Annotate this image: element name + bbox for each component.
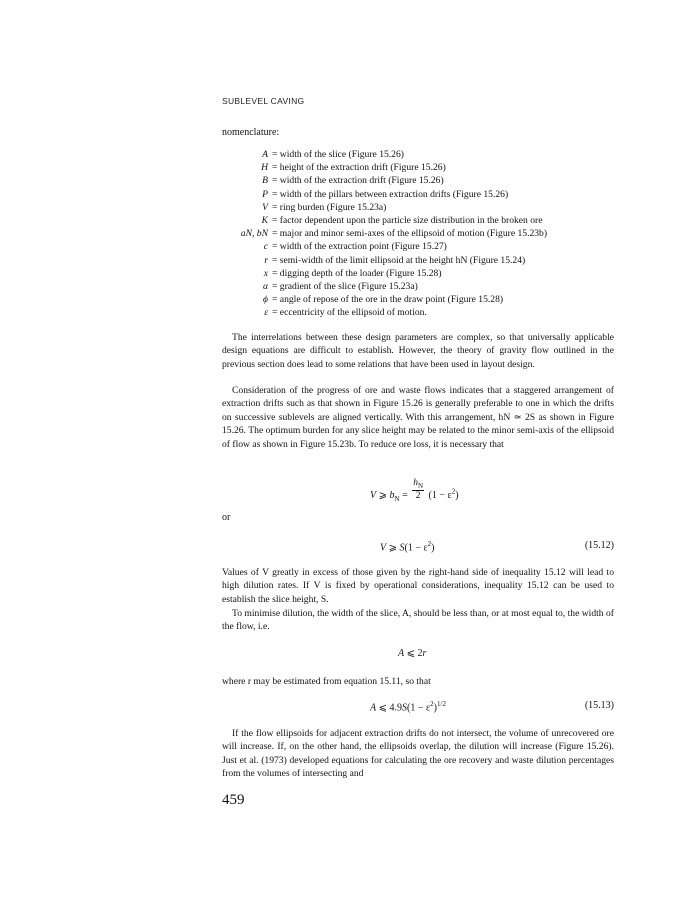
nomenclature-definition: = factor dependent upon the particle size distribution in the broken ore: [272, 214, 543, 226]
nomenclature-symbol: V: [262, 201, 268, 213]
nomenclature-definition: = eccentricity of the ellipsoid of motion.: [272, 307, 427, 319]
equation-15-13: A ⩽ $4.9S(1 - \varepsilon^2)^{1/2}$: [370, 700, 446, 714]
nomenclature-symbol: r: [264, 254, 268, 266]
nomenclature-definition: = width of the extraction point (Figure 15.27): [272, 241, 447, 253]
nomenclature-definition: = height of the extraction drift (Figure 15.26): [272, 162, 446, 174]
nomenclature-symbol: B: [262, 175, 268, 187]
nomenclature-row: [222, 174, 614, 187]
nomenclature-row: [222, 280, 614, 293]
nomenclature-symbol: c: [263, 241, 268, 253]
equation-burden: V ⩾ $b_N$ = $\frac{h_N}{2}$ $(1 - \varepsilon^2)$: [370, 478, 459, 503]
running-header: SUBLEVEL CAVING: [222, 96, 305, 106]
equation-number-15-13: (15.13): [584, 700, 614, 711]
paragraph-where-r: where r may be estimated from equation 15.11, so that: [222, 676, 431, 687]
nomenclature-row: [222, 240, 614, 253]
page-number: 459: [222, 792, 245, 808]
nomenclature-row: [222, 254, 614, 267]
nomenclature-definition: = gradient of the slice (Figure 15.23a): [272, 280, 418, 292]
nomenclature-symbol: H: [261, 162, 268, 174]
nomenclature-intro: nomenclature:: [222, 127, 280, 138]
nomenclature-symbol: aN, bN: [240, 228, 268, 240]
nomenclature-definition: = digging depth of the loader (Figure 15.28): [272, 267, 442, 279]
nomenclature-row: [222, 201, 614, 214]
nomenclature-row: [222, 293, 614, 306]
paragraph-staggered-arrangement: Consideration of the progress of ore and waste flows indicates that a staggered arrangement of extraction drifts such as that shown in Figure 15.26 is generally preferable to one in which the drifts on successive sublevels are aligned vertically. With this arrangement, hN ≃ 2S as shown in Figure 15.26. The optimum burden for any slice height may be related to the minor semi-axis of the ellipsoid of flow as shown in Figure 15.23b. To reduce ore loss, it is necessary that: [222, 385, 614, 450]
nomenclature-definition: = angle of repose of the ore in the draw point (Figure 15.28): [272, 294, 504, 306]
nomenclature-symbol: ε: [264, 307, 268, 319]
nomenclature-symbol: α: [262, 280, 268, 292]
nomenclature-row: [222, 188, 614, 201]
text-or: or: [222, 512, 231, 523]
nomenclature-row: [222, 214, 614, 227]
paragraph-dilution-rates: Values of V greatly in excess of those given by the right-hand side of inequality 15.12 will lead to high dilution rates. If V is fixed by operational considerations, inequality 15.12 can be used to establish the slice height, S.: [222, 567, 614, 605]
nomenclature-definition: = width of the extraction drift (Figure 15.26): [272, 175, 444, 187]
nomenclature-definition: = major and minor semi-axes of the ellipsoid of motion (Figure 15.23b): [272, 228, 548, 240]
nomenclature-symbol: ϕ: [263, 294, 268, 306]
nomenclature-symbol: K: [261, 214, 268, 226]
nomenclature-list: [222, 148, 614, 319]
nomenclature-row: [222, 306, 614, 319]
nomenclature-definition: = semi-width of the limit ellipsoid at the height hN (Figure 15.24): [272, 254, 526, 266]
nomenclature-definition: = width of the pillars between extraction drifts (Figure 15.26): [272, 188, 509, 200]
nomenclature-row: [222, 161, 614, 174]
paragraph-minimise-dilution: To minimise dilution, the width of the slice, A, should be less than, or at most equal to, the width of the flow, i.e.: [222, 608, 614, 633]
nomenclature-symbol: P: [262, 188, 268, 200]
nomenclature-row: [222, 267, 614, 280]
nomenclature-definition: = ring burden (Figure 15.23a): [272, 201, 387, 213]
nomenclature-row: [222, 227, 614, 240]
nomenclature-definition: = width of the slice (Figure 15.26): [272, 149, 404, 160]
nomenclature-row: [222, 148, 614, 161]
equation-width: A ⩽ 2r: [398, 648, 427, 659]
paragraph-interrelations: The interrelations between these design parameters are complex, so that universally applicable design equations are difficult to establish. However, the theory of gravity flow outlined in the previous section does lead to some relations that have been used in layout design.: [222, 332, 614, 370]
paragraph-flow-ellipsoids: If the flow ellipsoids for adjacent extraction drifts do not intersect, the volume of unrecovered ore will increase. If, on the other hand, the ellipsoids overlap, the dilution will increase (Figure 15.26). Just et al. (1973) developed equations for calculating the ore recovery and waste dilution percentages from the volumes of intersecting and: [222, 728, 614, 780]
nomenclature-symbol: x: [263, 267, 268, 279]
nomenclature-symbol: A: [262, 149, 268, 160]
equation-number-15-12: (15.12): [584, 540, 614, 551]
equation-15-12: V ⩾ $S(1 - \varepsilon^2)$: [380, 540, 435, 554]
